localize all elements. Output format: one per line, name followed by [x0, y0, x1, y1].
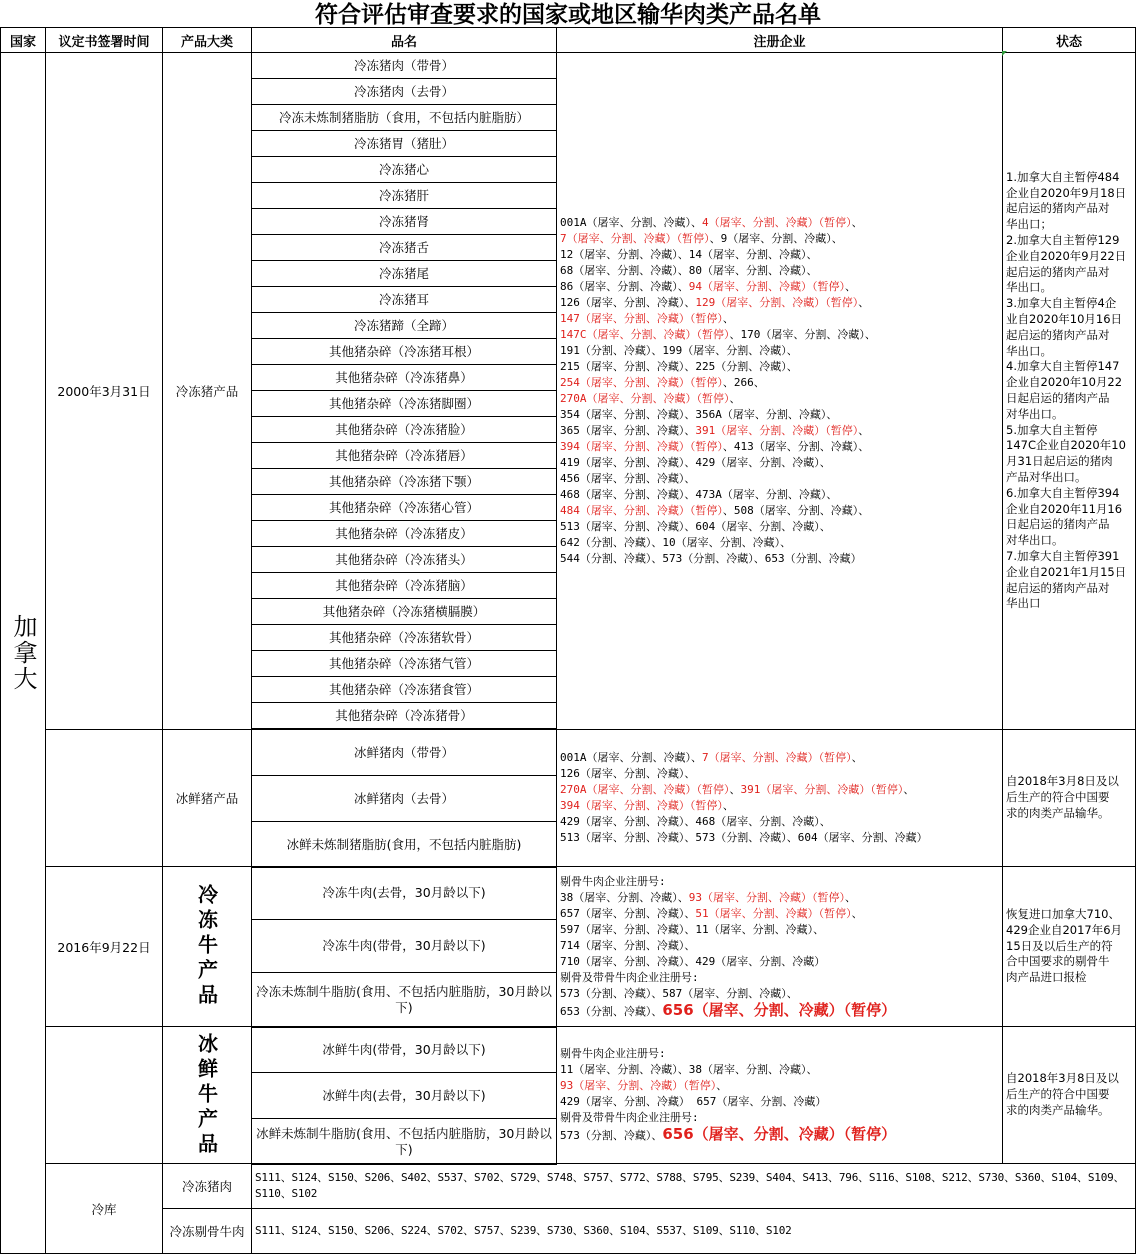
enterprise-text: 、	[722, 799, 734, 812]
category-chilled-beef	[162, 1026, 252, 1164]
product-cell: 其他猪杂碎（冷冻猪心管）	[251, 494, 557, 521]
status-line: 后生产的符合中国要	[1006, 790, 1110, 805]
product-cell: 冷冻猪肉（带骨）	[251, 52, 557, 79]
date-cell-chilled-pork	[45, 729, 163, 867]
enterprise-text: 12（屠宰、分割、冷藏）、14（屠宰、分割、冷藏）、	[560, 248, 818, 261]
status-line: 后生产的符合中国要	[1006, 1087, 1110, 1102]
status-line: 企业自2020年10月22	[1006, 375, 1123, 390]
status-line: 合中国要求的剔骨牛	[1006, 954, 1110, 969]
enterprise-line	[560, 375, 1002, 391]
enterprise-line	[560, 391, 1002, 407]
status-line: 2.加拿大自主暂停129	[1006, 233, 1120, 248]
date-cell-pork: 2000年3月31日	[45, 52, 163, 730]
status-line: 企业自2021年1月15日	[1006, 564, 1127, 579]
status-line: 华出口；	[1006, 217, 1052, 232]
cold-storage-codes: S111、S124、S150、S206、S402、S537、S702、S729、S748、S757、S772、S788、S795、S239、S404、S413、796、S116、S108、S212、S730、S360、S104、S109、S110、S102	[251, 1163, 1136, 1209]
status-line: 求的肉类产品输华。	[1006, 805, 1110, 820]
enterprise-line	[560, 503, 1002, 519]
status-line: 自2018年3月8日及以	[1006, 774, 1119, 789]
enterprise-line	[560, 455, 1002, 471]
status-line: 429企业自2017年6月	[1006, 922, 1123, 937]
suspended-enterprise: 51（屠宰、分割、冷藏）（暂停）	[695, 906, 852, 920]
category-chilled-pork: 冰鲜猪产品	[162, 729, 252, 867]
product-cell: 其他猪杂碎（冷冻猪横膈膜）	[251, 598, 557, 625]
enterprise-line	[560, 938, 1002, 954]
suspended-enterprise: 270A（屠宰、分割、冷藏）（暂停）	[560, 783, 730, 796]
enterprise-line	[560, 890, 1002, 906]
status-line: 1.加拿大自主暂停484	[1006, 169, 1120, 184]
enterprise-text: 、	[858, 424, 870, 437]
status-line: 147C企业自2020年10	[1006, 438, 1126, 453]
category-frozen-pork: 冷冻猪产品	[162, 52, 252, 730]
enterprise-line	[560, 970, 1002, 986]
status-line: 求的肉类产品输华。	[1006, 1102, 1110, 1117]
status-line: 15日及以后生产的符	[1006, 938, 1113, 953]
suspended-enterprise: 270A（屠宰、分割、冷藏）（暂停）	[560, 392, 730, 405]
enterprise-line	[560, 1046, 1002, 1062]
header-sign-date: 议定书签署时间	[45, 27, 163, 53]
enterprise-text: 126（屠宰、分割、冷藏）、	[560, 767, 696, 780]
enterprise-line	[560, 986, 1002, 1002]
status-line: 企业自2020年11月16	[1006, 501, 1123, 516]
status-line: 恢复进口加拿大710、	[1006, 907, 1120, 921]
enterprise-cell-chilled-beef	[556, 1026, 1003, 1164]
enterprise-text: 513（屠宰、分割、冷藏）、604（屠宰、分割、冷藏）、	[560, 520, 831, 533]
enterprise-line	[560, 263, 1002, 279]
enterprise-text: 429（屠宰、分割、冷藏） 657（屠宰、分割、冷藏）	[560, 1095, 827, 1108]
enterprise-line	[560, 782, 1002, 798]
product-cell: 冷冻猪胃（猪肚）	[251, 130, 557, 157]
status-line: 3.加拿大自主暂停4企	[1006, 296, 1117, 311]
enterprise-text: 710（屠宰、分割、冷藏）、429（屠宰、分割、冷藏）	[560, 954, 826, 968]
suspended-enterprise: 391（屠宰、分割、冷藏）（暂停）	[740, 783, 904, 796]
enterprise-text: 、	[845, 280, 856, 293]
enterprise-text: 剔骨及带骨牛肉企业注册号:	[560, 970, 699, 984]
enterprise-text: 、	[729, 392, 741, 405]
enterprise-text: 、508（屠宰、分割、冷藏）、	[722, 504, 870, 517]
enterprise-text: 573（分割、冷藏）、	[560, 1129, 663, 1142]
enterprise-text: 468（屠宰、分割、冷藏）、473A（屠宰、分割、冷藏）、	[560, 488, 838, 501]
enterprise-line	[560, 487, 1002, 503]
enterprise-line	[560, 1078, 1002, 1094]
category-frozen-beef	[162, 866, 252, 1027]
status-line: 7.加拿大自主暂停391	[1006, 548, 1120, 563]
enterprise-text: 、	[716, 1079, 728, 1092]
enterprise-line	[560, 954, 1002, 970]
enterprise-text: 剔骨及带骨牛肉企业注册号:	[560, 1111, 699, 1124]
enterprise-text: 597（屠宰、分割、冷藏）、11（屠宰、分割、冷藏）、	[560, 922, 825, 936]
enterprise-line	[560, 1110, 1002, 1126]
enterprise-line	[560, 535, 1002, 551]
product-cell: 冰鲜牛肉(去骨，30月龄以下)	[251, 1072, 557, 1119]
suspended-enterprise: 656（屠宰、分割、冷藏）（暂停）	[662, 1125, 897, 1143]
product-cell: 冰鲜未炼制猪脂肪(食用，不包括内脏脂肪)	[251, 821, 557, 868]
product-cell: 冰鲜牛肉(带骨，30月龄以下)	[251, 1026, 557, 1073]
status-line: 日起启运的猪肉产品	[1006, 517, 1110, 532]
enterprise-text: 、	[729, 783, 741, 796]
enterprise-text: 001A（屠宰、分割、冷藏）、	[560, 216, 702, 229]
suspended-enterprise: 7（屠宰、分割、冷藏）（暂停）	[702, 751, 852, 764]
status-line: 华出口。	[1006, 343, 1052, 358]
product-cell: 其他猪杂碎（冷冻猪气管）	[251, 650, 557, 677]
enterprise-text: 、9（屠宰、分割、冷藏）、	[709, 232, 843, 245]
enterprise-line	[560, 471, 1002, 487]
status-line: 月31日起启运的猪肉	[1006, 454, 1113, 469]
status-cell-chilled-pork	[1002, 729, 1136, 867]
enterprise-text: 、	[903, 783, 915, 796]
product-cell: 其他猪杂碎（冷冻猪耳根）	[251, 338, 557, 365]
enterprise-text: 、	[722, 312, 734, 325]
enterprise-text: 、266、	[722, 376, 765, 389]
status-line: 自2018年3月8日及以	[1006, 1071, 1119, 1086]
enterprise-line	[560, 247, 1002, 263]
suspended-enterprise: 129（屠宰、分割、冷藏）（暂停）	[695, 296, 859, 309]
date-cell-chilled-beef	[45, 1026, 163, 1164]
enterprise-line	[560, 407, 1002, 423]
product-cell: 其他猪杂碎（冷冻猪脸）	[251, 416, 557, 443]
enterprise-line	[560, 766, 1002, 782]
enterprise-text: 剔骨牛肉企业注册号:	[560, 1047, 666, 1060]
product-cell: 冷冻猪尾	[251, 260, 557, 287]
category-frozen-beef-label: 冷冻牛产品	[194, 884, 219, 1009]
product-cell: 其他猪杂碎（冷冻猪脚圈）	[251, 390, 557, 417]
suspended-enterprise: 147（屠宰、分割、冷藏）（暂停）	[560, 312, 723, 325]
enterprise-line	[560, 215, 1002, 231]
status-line: 6.加拿大自主暂停394	[1006, 485, 1120, 500]
enterprise-line	[560, 551, 1002, 567]
status-line: 4.加拿大自主暂停147	[1006, 359, 1120, 374]
enterprise-text: 215（屠宰、分割、冷藏）、225（分割、冷藏）、	[560, 360, 798, 373]
cold-storage-label: 冷库	[45, 1163, 163, 1254]
enterprise-text: 、413（屠宰、分割、冷藏）、	[722, 440, 870, 453]
enterprise-text: 、170（屠宰、分割、冷藏）、	[729, 328, 876, 341]
enterprise-text: 653（分割、冷藏）、	[560, 1004, 663, 1018]
product-cell: 冰鲜猪肉（带骨）	[251, 729, 557, 776]
product-cell: 冷冻牛肉(去骨，30月龄以下)	[251, 866, 557, 920]
product-cell: 其他猪杂碎（冷冻猪食管）	[251, 676, 557, 703]
status-line: 起启运的猪肉产品对	[1006, 580, 1110, 595]
product-cell: 其他猪杂碎（冷冻猪下颚）	[251, 468, 557, 495]
category-chilled-beef-label: 冰鲜牛产品	[194, 1032, 219, 1158]
enterprise-text: 456（屠宰、分割、冷藏）、	[560, 472, 696, 485]
status-line: 肉产品进口报检	[1006, 970, 1087, 985]
enterprise-line	[560, 279, 1002, 295]
enterprise-text: 573（分割、冷藏）、587（屠宰、分割、冷藏）、	[560, 986, 798, 1000]
page-title: 符合评估审查要求的国家或地区输华肉类产品名单	[315, 1, 821, 28]
status-cell-frozen-pork	[1002, 52, 1136, 730]
product-cell: 其他猪杂碎（冷冻猪唇）	[251, 442, 557, 469]
cold-storage-product: 冷冻剔骨牛肉	[162, 1208, 252, 1254]
enterprise-text: 、	[858, 296, 870, 309]
product-cell: 冷冻猪肝	[251, 182, 557, 209]
status-cell-frozen-beef	[1002, 866, 1136, 1027]
product-cell: 冷冻猪蹄（全蹄）	[251, 312, 557, 339]
enterprise-text: 68（屠宰、分割、冷藏）、80（屠宰、分割、冷藏）、	[560, 264, 818, 277]
enterprise-text: 、	[845, 890, 856, 904]
enterprise-text: 642（分割、冷藏）、10（屠宰、分割、冷藏）、	[560, 536, 792, 549]
enterprise-text: 、	[851, 906, 863, 920]
enterprise-line	[560, 750, 1002, 766]
enterprise-cell-chilled-pork	[556, 729, 1003, 867]
enterprise-line	[560, 439, 1002, 455]
status-line: 华出口	[1006, 596, 1041, 611]
enterprise-text: 354（屠宰、分割、冷藏）、356A（屠宰、分割、冷藏）、	[560, 408, 838, 421]
enterprise-line	[560, 231, 1002, 247]
header-enterprise: 注册企业	[556, 27, 1003, 53]
product-cell: 冰鲜未炼制牛脂肪(食用、不包括内脏脂肪，30月龄以下)	[251, 1118, 557, 1165]
product-cell: 冷冻猪耳	[251, 286, 557, 313]
enterprise-text: 365（屠宰、分割、冷藏）、	[560, 424, 696, 437]
suspended-enterprise: 394（屠宰、分割、冷藏）（暂停）	[560, 440, 723, 453]
product-cell: 冷冻未炼制牛脂肪(食用、不包括内脏脂肪，30月龄以下)	[251, 972, 557, 1028]
enterprise-line	[560, 1002, 1002, 1020]
enterprise-line	[560, 906, 1002, 922]
product-cell: 冷冻猪肉（去骨）	[251, 78, 557, 105]
enterprise-line	[560, 814, 1002, 830]
suspended-enterprise: 93（屠宰、分割、冷藏）（暂停）	[688, 890, 845, 904]
product-cell: 其他猪杂碎（冷冻猪骨）	[251, 702, 557, 729]
status-line: 产品对华出口。	[1006, 469, 1087, 484]
enterprise-line	[560, 343, 1002, 359]
enterprise-line	[560, 1094, 1002, 1110]
header-category: 产品大类	[162, 27, 252, 53]
enterprise-line	[560, 423, 1002, 439]
enterprise-text: 513（屠宰、分割、冷藏）、573（分割、冷藏）、604（屠宰、分割、冷藏）	[560, 831, 928, 844]
suspended-enterprise: 391（屠宰、分割、冷藏）（暂停）	[695, 424, 859, 437]
status-line: 企业自2020年9月18日	[1006, 185, 1127, 200]
cold-storage-codes: S111、S124、S150、S206、S224、S702、S757、S239、S730、S360、S104、S537、S109、S110、S102	[251, 1208, 1136, 1254]
header-status: 状态	[1002, 27, 1136, 53]
product-cell: 其他猪杂碎（冷冻猪皮）	[251, 520, 557, 547]
status-cell-chilled-beef	[1002, 1026, 1136, 1164]
enterprise-text: 001A（屠宰、分割、冷藏）、	[560, 751, 702, 764]
enterprise-text: 714（屠宰、分割、冷藏）、	[560, 938, 696, 952]
enterprise-text: 191（分割、冷藏）、199（屠宰、分割、冷藏）、	[560, 344, 798, 357]
suspended-enterprise: 656（屠宰、分割、冷藏）（暂停）	[662, 1000, 897, 1019]
enterprise-text: 86（屠宰、分割、冷藏）、	[560, 280, 689, 293]
enterprise-line	[560, 519, 1002, 535]
enterprise-line	[560, 798, 1002, 814]
status-line: 起启运的猪肉产品对	[1006, 327, 1110, 342]
enterprise-line	[560, 1126, 1002, 1144]
product-cell: 其他猪杂碎（冷冻猪软骨）	[251, 624, 557, 651]
enterprise-text: 429（屠宰、分割、冷藏）、468（屠宰、分割、冷藏）、	[560, 815, 831, 828]
enterprise-text: 126（屠宰、分割、冷藏）、	[560, 296, 696, 309]
status-line: 5.加拿大自主暂停	[1006, 422, 1098, 437]
enterprise-text: 544（分割、冷藏）、573（分割、冷藏）、653（分割、冷藏）	[560, 552, 862, 565]
status-line: 华出口。	[1006, 280, 1052, 295]
status-line: 企业自2020年9月22日	[1006, 248, 1127, 263]
enterprise-line	[560, 922, 1002, 938]
date-cell-beef: 2016年9月22日	[45, 866, 163, 1027]
product-cell: 其他猪杂碎（冷冻猪脑）	[251, 572, 557, 599]
enterprise-text: 419（屠宰、分割、冷藏）、429（屠宰、分割、冷藏）、	[560, 456, 831, 469]
status-line: 对华出口。	[1006, 533, 1064, 548]
suspended-enterprise: 94（屠宰、分割、冷藏）（暂停）	[688, 280, 845, 293]
enterprise-text: 剔骨牛肉企业注册号:	[560, 874, 666, 888]
enterprise-line	[560, 874, 1002, 890]
country-cell	[0, 52, 46, 1254]
product-cell: 其他猪杂碎（冷冻猪头）	[251, 546, 557, 573]
status-line: 起启运的猪肉产品对	[1006, 264, 1110, 279]
suspended-enterprise: 394（屠宰、分割、冷藏）（暂停）	[560, 799, 723, 812]
enterprise-text: 11（屠宰、分割、冷藏）、38（屠宰、分割、冷藏）、	[560, 1063, 818, 1076]
header-product: 品名	[251, 27, 557, 53]
product-cell: 冷冻猪舌	[251, 234, 557, 261]
enterprise-line	[560, 1062, 1002, 1078]
product-cell: 冷冻牛肉(带骨，30月龄以下)	[251, 919, 557, 973]
header-country: 国家	[0, 27, 46, 53]
enterprise-line	[560, 359, 1002, 375]
enterprise-text: 657（屠宰、分割、冷藏）、	[560, 906, 696, 920]
suspended-enterprise: 7（屠宰、分割、冷藏）（暂停）	[560, 232, 710, 245]
enterprise-cell-frozen-pork	[556, 52, 1003, 730]
status-line: 业自2020年10月16日	[1006, 312, 1123, 327]
suspended-enterprise: 254（屠宰、分割、冷藏）（暂停）	[560, 376, 723, 389]
product-cell: 冷冻未炼制猪脂肪（食用，不包括内脏脂肪）	[251, 104, 557, 131]
product-cell: 冰鲜猪肉（去骨）	[251, 775, 557, 822]
enterprise-line	[560, 830, 1002, 846]
enterprise-line	[560, 327, 1002, 343]
product-cell: 冷冻猪心	[251, 156, 557, 183]
suspended-enterprise: 147C（屠宰、分割、冷藏）（暂停）	[560, 328, 730, 341]
enterprise-cell-frozen-beef	[556, 866, 1003, 1027]
country-name: 加拿大	[9, 614, 37, 692]
enterprise-line	[560, 295, 1002, 311]
status-line: 日起启运的猪肉产品	[1006, 391, 1110, 405]
cold-storage-product: 冷冻猪肉	[162, 1163, 252, 1209]
suspended-enterprise: 4（屠宰、分割、冷藏）（暂停）	[702, 216, 852, 229]
enterprise-text: 、	[851, 216, 863, 229]
enterprise-text: 、	[851, 751, 863, 764]
suspended-enterprise: 93（屠宰、分割、冷藏）（暂停）	[560, 1079, 717, 1092]
enterprise-line	[560, 311, 1002, 327]
enterprise-text: 38（屠宰、分割、冷藏）、	[560, 890, 689, 904]
status-line: 对华出口。	[1006, 406, 1064, 421]
status-line: 起启运的猪肉产品对	[1006, 201, 1110, 216]
suspended-enterprise: 484（屠宰、分割、冷藏）（暂停）	[560, 504, 723, 517]
product-cell: 冷冻猪肾	[251, 208, 557, 235]
product-cell: 其他猪杂碎（冷冻猪鼻）	[251, 364, 557, 391]
